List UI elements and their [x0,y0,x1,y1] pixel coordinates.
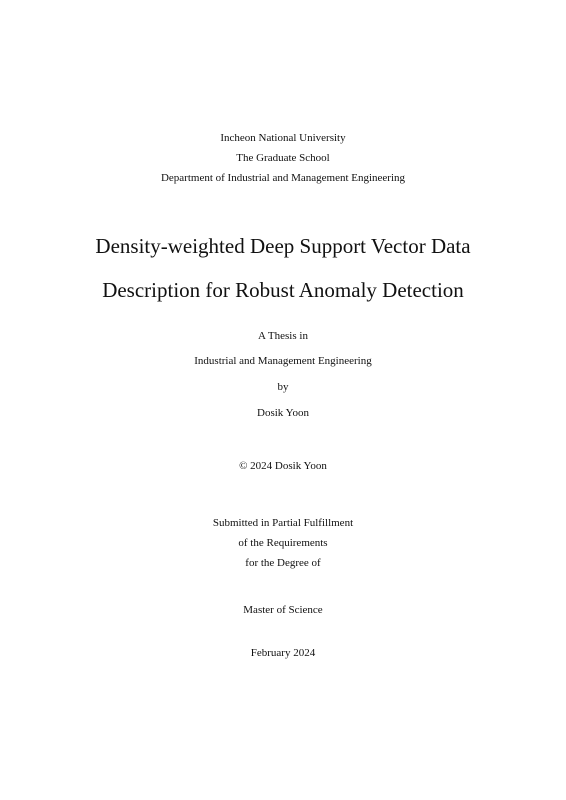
submission-line-1: Submitted in Partial Fulfillment [212,517,354,529]
by-label: by [277,381,289,393]
submission-line-2: of the Requirements [238,537,328,549]
degree-name: Master of Science [243,604,323,616]
submission-date: February 2024 [250,647,316,659]
thesis-title-line-2: Description for Robust Anomaly Detection [102,278,464,302]
thesis-title-line-1: Density-weighted Deep Support Vector Data [95,234,471,258]
department-name: Department of Industrial and Management Engineering [160,172,406,184]
thesis-type: A Thesis in [258,330,308,342]
university-name: Incheon National University [220,132,346,144]
submission-line-3: for the Degree of [245,557,321,569]
thesis-field: Industrial and Management Engineering [194,355,372,367]
author-name: Dosik Yoon [257,407,309,419]
graduate-school: The Graduate School [236,152,330,164]
copyright-notice: © 2024 Dosik Yoon [239,460,327,472]
